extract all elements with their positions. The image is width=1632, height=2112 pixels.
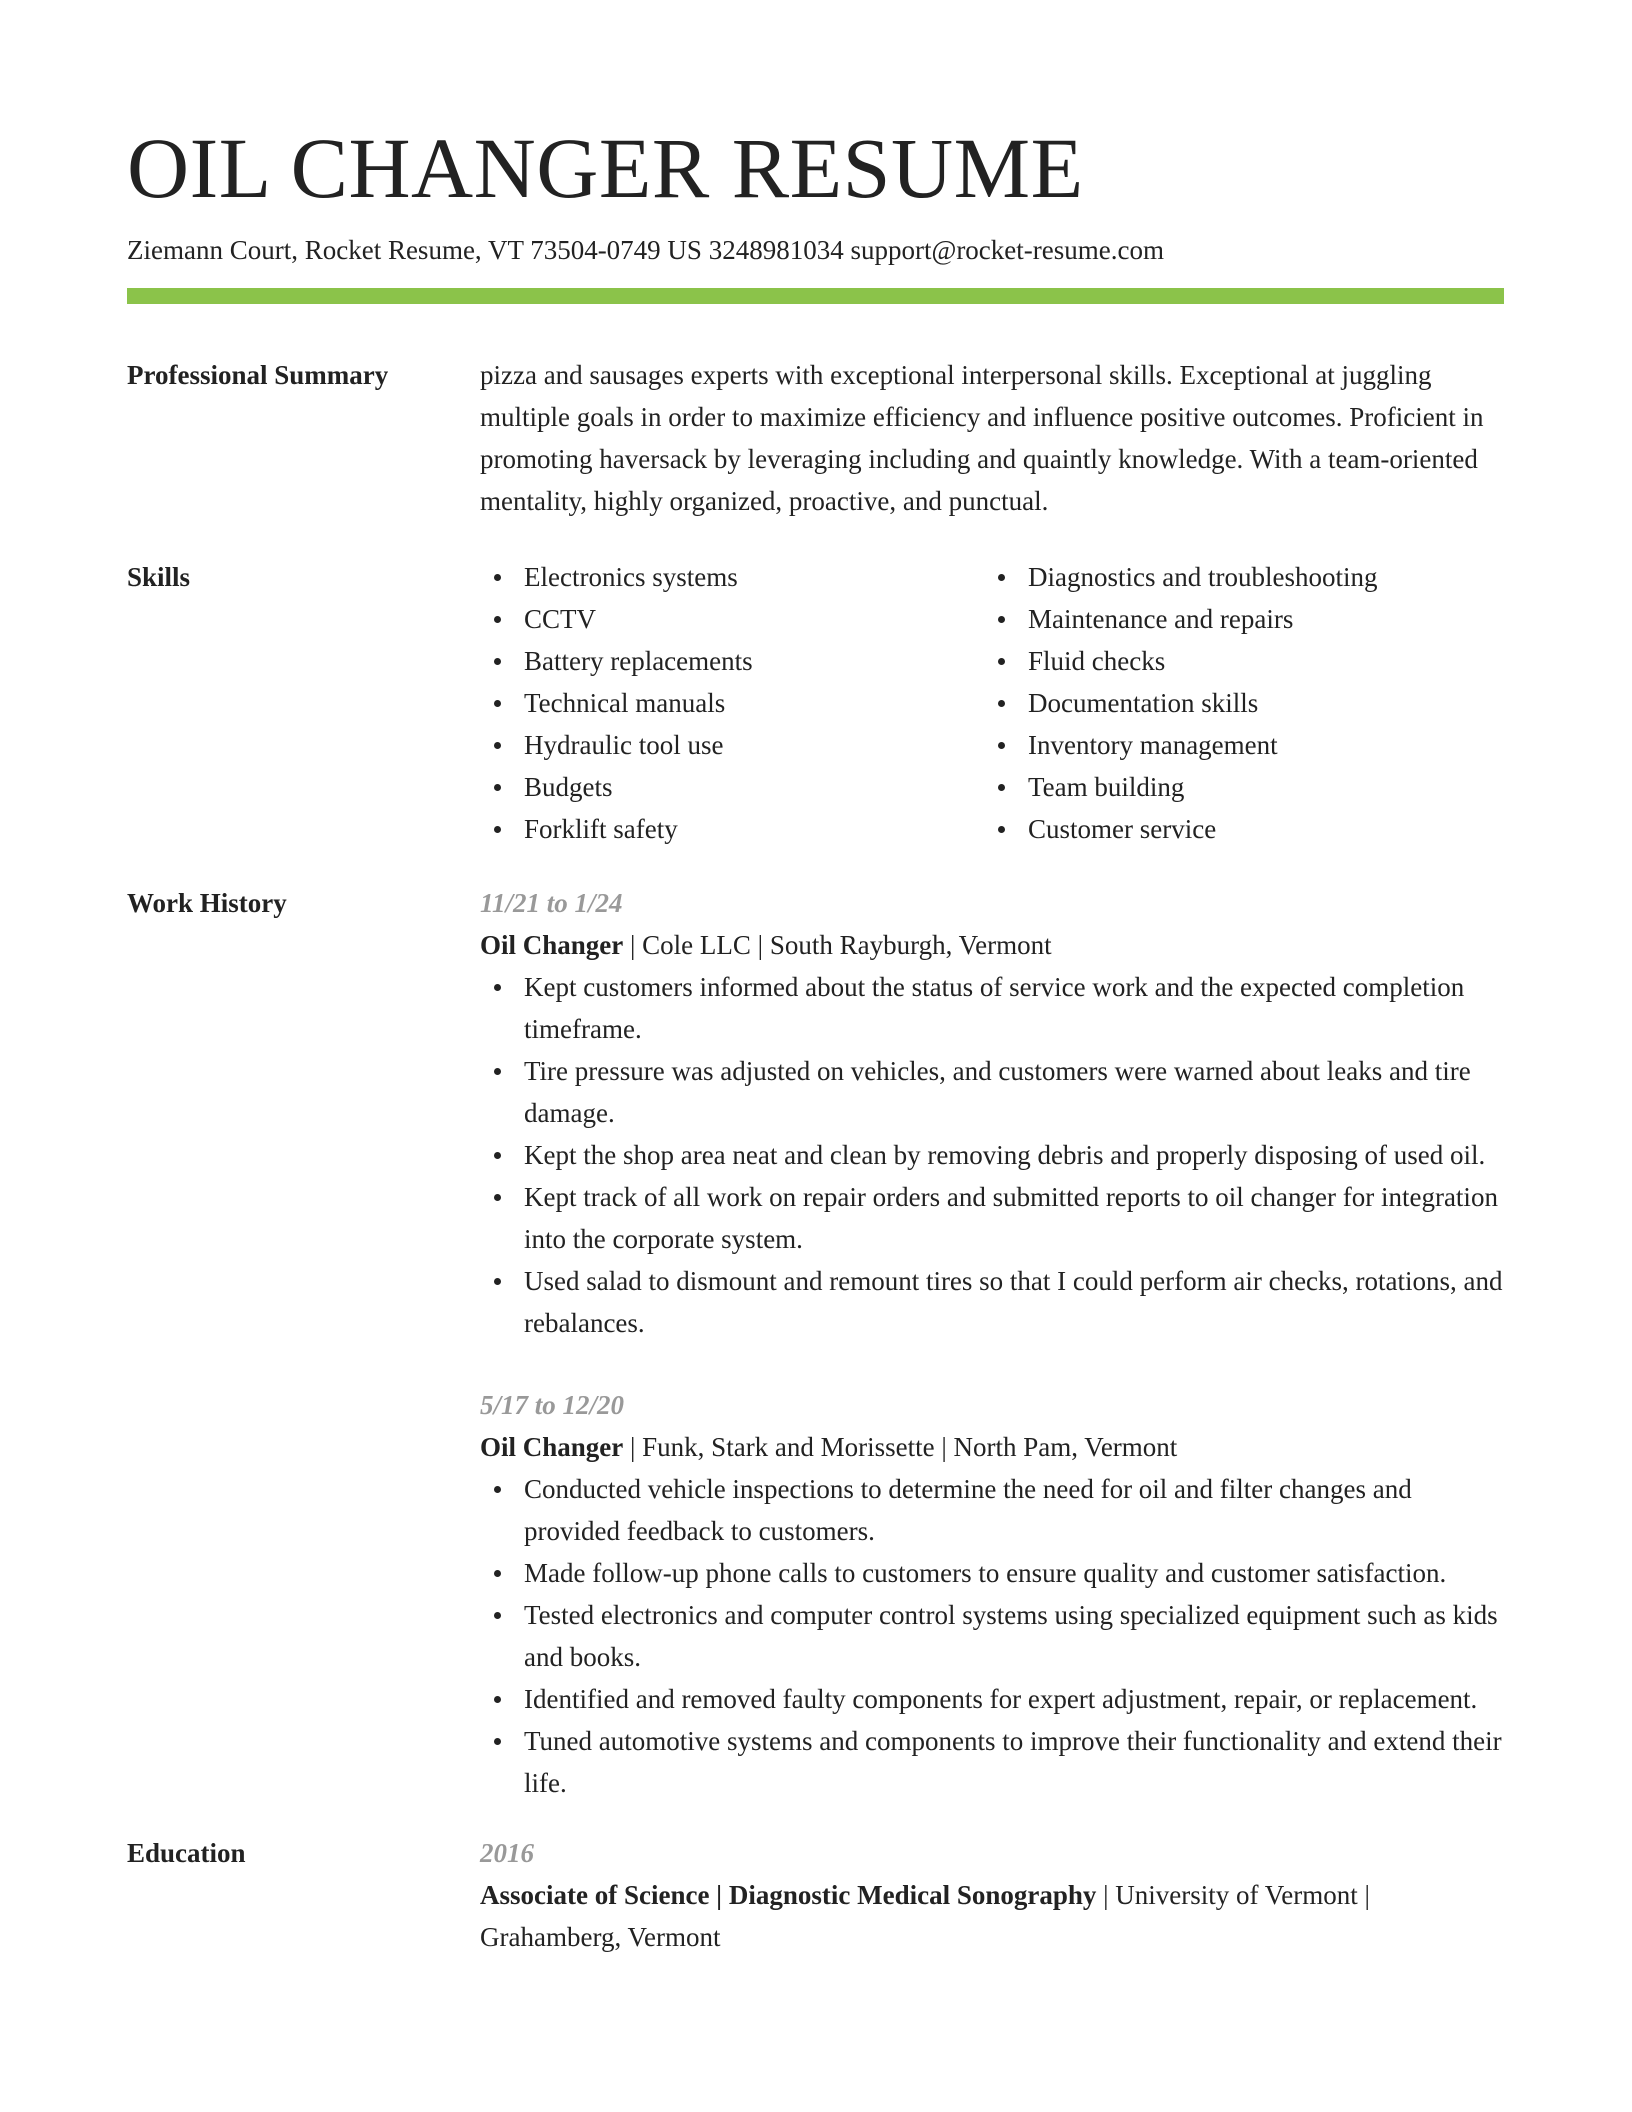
skill-item: Hydraulic tool use bbox=[480, 724, 984, 766]
skills-section bbox=[127, 556, 1504, 850]
skill-item: Budgets bbox=[480, 766, 984, 808]
skill-item: Technical manuals bbox=[480, 682, 984, 724]
summary-label: Professional Summary bbox=[127, 360, 389, 390]
skills-grid bbox=[480, 556, 1504, 850]
job-dates: 11/21 to 1/24 bbox=[480, 888, 623, 918]
skill-item: Diagnostics and troubleshooting bbox=[984, 556, 1488, 598]
job-entry bbox=[480, 882, 1504, 1344]
skill-item: Fluid checks bbox=[984, 640, 1488, 682]
education-year: 2016 bbox=[480, 1838, 534, 1868]
education-section bbox=[127, 1832, 1504, 1958]
job-dates: 5/17 to 12/20 bbox=[480, 1390, 625, 1420]
job-role: Oil Changer bbox=[480, 930, 624, 960]
skill-item: Electronics systems bbox=[480, 556, 984, 598]
job-duty: Conducted vehicle inspections to determine the need for oil and filter changes and provided feedback to customers. bbox=[480, 1468, 1504, 1552]
education-school-location: | University of Vermont | Grahamberg, Vermont bbox=[480, 1880, 1370, 1952]
summary-text: pizza and sausages experts with exceptional interpersonal skills. Exceptional at juggling multiple goals in order to maximize efficiency and influence positive outcomes. Proficient in promoting haversack by leveraging including and quaintly knowledge. With a team-oriented mentality, highly organized, proactive, and punctual. bbox=[480, 360, 1484, 516]
job-duty: Tested electronics and computer control systems using specialized equipment such as kids and books. bbox=[480, 1594, 1504, 1678]
skill-item: CCTV bbox=[480, 598, 984, 640]
job-duty: Tire pressure was adjusted on vehicles, and customers were warned about leaks and tire damage. bbox=[480, 1050, 1504, 1134]
skills-label: Skills bbox=[127, 562, 191, 592]
job-entry bbox=[480, 1384, 1504, 1804]
contact-line: Ziemann Court, Rocket Resume, VT 73504-0749 US 3248981034 support@rocket-resume.com bbox=[127, 235, 1164, 265]
skill-item: Team building bbox=[984, 766, 1488, 808]
job-duty: Tuned automotive systems and components to improve their functionality and extend their life. bbox=[480, 1720, 1504, 1804]
job-duty: Made follow-up phone calls to customers to ensure quality and customer satisfaction. bbox=[480, 1552, 1504, 1594]
skill-item: Customer service bbox=[984, 808, 1488, 850]
job-duty: Used salad to dismount and remount tires so that I could perform air checks, rotations, and rebalances. bbox=[480, 1260, 1504, 1344]
summary-section bbox=[127, 354, 1504, 522]
education-line bbox=[480, 1874, 1504, 1958]
education-degree: Associate of Science | Diagnostic Medical Sonography bbox=[480, 1880, 1097, 1910]
work-history-section bbox=[127, 882, 1504, 1804]
work-history-label: Work History bbox=[127, 888, 287, 918]
job-title-line bbox=[480, 924, 1504, 966]
job-duty: Kept the shop area neat and clean by removing debris and properly disposing of used oil. bbox=[480, 1134, 1504, 1176]
job-duty: Kept track of all work on repair orders and submitted reports to oil changer for integration into the corporate system. bbox=[480, 1176, 1504, 1260]
job-duty: Identified and removed faulty components for expert adjustment, repair, or replacement. bbox=[480, 1678, 1504, 1720]
skill-item: Maintenance and repairs bbox=[984, 598, 1488, 640]
skill-item: Forklift safety bbox=[480, 808, 984, 850]
resume-title: OIL CHANGER RESUME bbox=[127, 120, 1084, 216]
job-duties bbox=[480, 966, 1504, 1344]
skill-item: Battery replacements bbox=[480, 640, 984, 682]
accent-divider bbox=[127, 288, 1504, 304]
skills-column-left bbox=[480, 556, 984, 850]
job-duty: Kept customers informed about the status of service work and the expected completion timeframe. bbox=[480, 966, 1504, 1050]
job-role: Oil Changer bbox=[480, 1432, 624, 1462]
work-history-body bbox=[480, 882, 1504, 1804]
job-duties bbox=[480, 1468, 1504, 1804]
skills-column-right bbox=[984, 556, 1488, 850]
education-body bbox=[480, 1832, 1504, 1958]
job-company-location: | Funk, Stark and Morissette | North Pam, Vermont bbox=[623, 1432, 1178, 1462]
skill-item: Inventory management bbox=[984, 724, 1488, 766]
job-title-line bbox=[480, 1426, 1504, 1468]
job-company-location: | Cole LLC | South Rayburgh, Vermont bbox=[623, 930, 1052, 960]
skill-item: Documentation skills bbox=[984, 682, 1488, 724]
education-label: Education bbox=[127, 1838, 246, 1868]
